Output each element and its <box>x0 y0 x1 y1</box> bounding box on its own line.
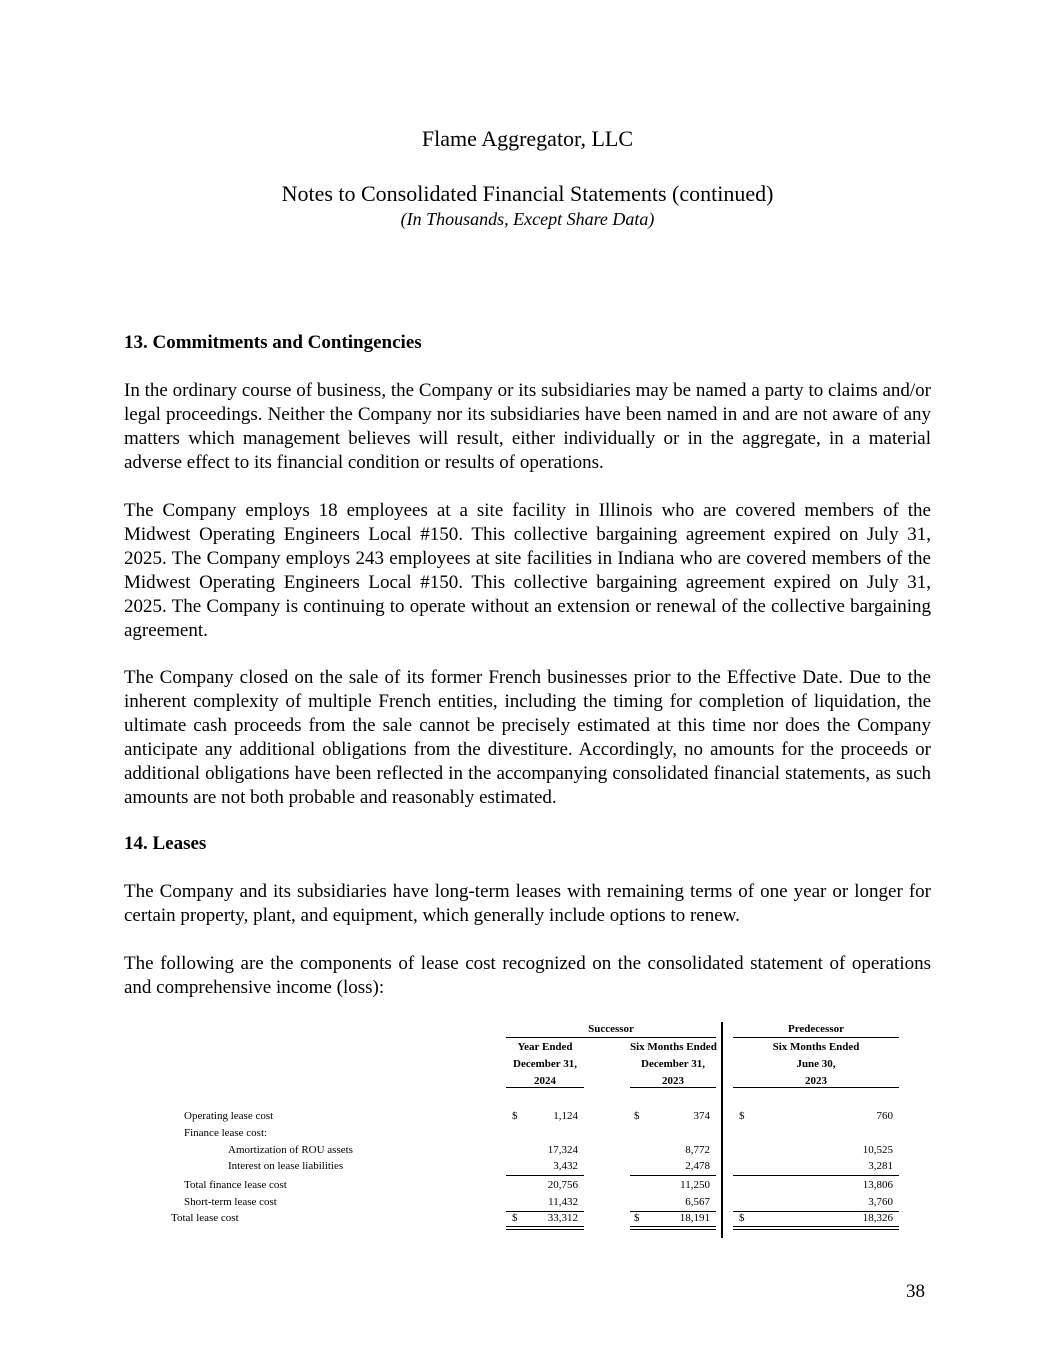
column-header: 2024 <box>534 1075 556 1087</box>
row-label: Amortization of ROU assets <box>228 1144 353 1156</box>
column-header: December 31, <box>641 1058 705 1070</box>
section-heading: 14. Leases <box>124 833 207 854</box>
table-cell: 20,756 <box>547 1179 578 1191</box>
page-title: Notes to Consolidated Financial Statements (continued) <box>281 181 774 206</box>
currency-symbol: $ <box>634 1110 640 1122</box>
total-double-rule <box>630 1226 716 1230</box>
page-subtitle: (In Thousands, Except Share Data) <box>400 209 655 229</box>
table-cell: 6,567 <box>685 1196 710 1208</box>
group-header-successor: Successor <box>588 1023 634 1035</box>
column-header: June 30, <box>796 1058 836 1070</box>
header-rule <box>506 1087 584 1088</box>
table-cell: 3,760 <box>868 1196 893 1208</box>
table-cell: 3,432 <box>553 1160 578 1172</box>
currency-symbol: $ <box>739 1110 745 1122</box>
total-double-rule <box>506 1226 584 1230</box>
table-cell: 1,124 <box>553 1110 578 1122</box>
row-label: Short-term lease cost <box>184 1196 277 1208</box>
table-cell: 18,191 <box>679 1212 710 1224</box>
company-name: Flame Aggregator, LLC <box>421 126 634 151</box>
paragraph: The Company employs 18 employees at a site facility in Illinois who are covered members of the Midwest Operating Engineers Local #150. This collective bargaining agreement expired on July 31, 2025. The Company employs 243 employees at site facilities in Indiana who are covered members of the Midwest Operating Engineers Local #150. This collective bargaining agreement expired on July 31, 2025. The Company is continuing to operate without an extension or renewal of the collective bargaining agreement. <box>124 500 931 641</box>
paragraph: The Company and its subsidiaries have long-term leases with remaining terms of one year or longer for certain property, plant, and equipment, which generally include options to renew. <box>124 881 931 926</box>
row-label: Total lease cost <box>171 1212 239 1224</box>
page-number: 38 <box>906 1281 925 1302</box>
column-header: 2023 <box>662 1075 684 1087</box>
currency-symbol: $ <box>634 1212 640 1224</box>
table-cell: 2,478 <box>685 1160 710 1172</box>
table-cell: 11,250 <box>680 1179 710 1191</box>
table-cell: 3,281 <box>868 1160 893 1172</box>
header-rule <box>733 1087 899 1088</box>
table-cell: 17,324 <box>547 1144 578 1156</box>
column-header: Year Ended <box>517 1041 573 1053</box>
group-header-predecessor: Predecessor <box>788 1023 844 1035</box>
currency-symbol: $ <box>739 1212 745 1224</box>
currency-symbol: $ <box>512 1110 518 1122</box>
table-cell: 8,772 <box>685 1144 710 1156</box>
paragraph: In the ordinary course of business, the Company or its subsidiaries may be named a party to claims and/or legal proceedings. Neither the Company nor its subsidiaries have been named in and are not aware of any matters which management believes will result, either individually or in the aggregate, in a material adverse effect to its financial condition or results of operations. <box>124 380 931 473</box>
total-double-rule <box>733 1226 899 1230</box>
column-header: Six Months Ended <box>772 1041 860 1053</box>
column-header: Six Months Ended <box>630 1041 717 1053</box>
paragraph: The following are the components of lease cost recognized on the consolidated statement of operations and comprehensive income (loss): <box>124 953 931 998</box>
row-label: Finance lease cost: <box>184 1127 268 1139</box>
column-header: December 31, <box>513 1058 577 1070</box>
subtotal-rule <box>506 1175 584 1176</box>
currency-symbol: $ <box>512 1212 518 1224</box>
table-cell: 18,326 <box>862 1212 893 1224</box>
row-label: Total finance lease cost <box>184 1179 287 1191</box>
paragraph: The Company closed on the sale of its former French businesses prior to the Effective Date. Due to the inherent complexity of multiple French entities, including the timing for completion of liquidation, the ultimate cash proceeds from the sale cannot be precisely estimated at this time nor does the Company anticipate any additional obligations from the divestiture. Accordingly, no amounts for the proceeds or additional obligations have been reflected in the accompanying consolidated financial statements, as such amounts are not both probable and reasonably estimated. <box>124 667 931 808</box>
table-cell: 10,525 <box>862 1144 893 1156</box>
subtotal-rule <box>733 1175 899 1176</box>
subtotal-rule <box>630 1175 716 1176</box>
column-header: 2023 <box>805 1075 827 1087</box>
period-divider <box>721 1022 723 1238</box>
section-heading: 13. Commitments and Contingencies <box>124 332 422 353</box>
row-label: Interest on lease liabilities <box>228 1160 344 1172</box>
row-label: Operating lease cost <box>184 1110 274 1122</box>
header-rule <box>630 1087 716 1088</box>
table-cell: 374 <box>693 1110 710 1122</box>
table-cell: 13,806 <box>862 1179 893 1191</box>
table-cell: 11,432 <box>548 1196 578 1208</box>
table-cell: 760 <box>876 1110 893 1122</box>
table-cell: 33,312 <box>547 1212 578 1224</box>
